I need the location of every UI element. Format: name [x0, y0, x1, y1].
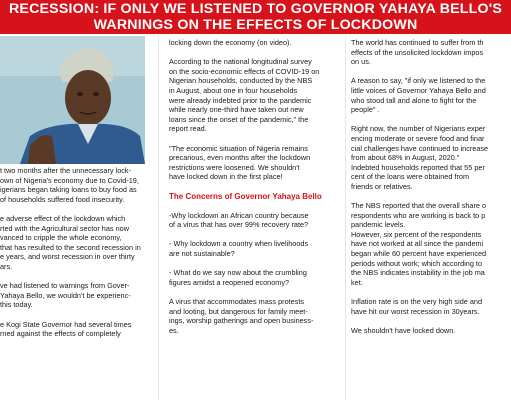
headline-banner	[0, 0, 511, 34]
col2-survey-paragraph	[169, 57, 341, 134]
text-line: friends or relatives.	[351, 181, 413, 191]
col3-paragraph-1	[351, 38, 511, 67]
text-line: - Why lockdown a country when livelihoods	[169, 239, 309, 249]
text-line: -Why lockdown an African country because	[169, 210, 309, 220]
text-line: the NBS indicates instability in the job ma	[351, 268, 485, 278]
column-divider-2	[345, 36, 346, 400]
text-line: ings, worship gatherings and open business-	[169, 316, 314, 326]
text-line: Inflation rate is on the very high side and	[351, 297, 483, 307]
col1-paragraph-3	[0, 281, 145, 310]
text-line: pandemic levels.	[351, 220, 406, 230]
col3-paragraph-4	[351, 201, 511, 287]
col2-question-2	[169, 239, 341, 258]
col2-intro	[169, 38, 341, 48]
text-line: However, six percent of the respondents	[351, 229, 482, 239]
headline-line-1: RECESSION: IF ONLY WE LISTENED TO GOVERNOR YAHAYA BELLO'S	[8, 1, 503, 17]
column-divider-1	[158, 36, 159, 400]
text-line: igerians began taking loans to buy food as	[0, 185, 137, 195]
text-line: rted with the Agricultural sector has now	[0, 223, 129, 233]
text-line: rned against the effects of completely	[0, 329, 121, 339]
text-line: es.	[169, 325, 179, 335]
text-line: report read.	[169, 124, 207, 134]
text-line: ket.	[351, 277, 363, 287]
text-line: t two months after the unnecessary lock-	[0, 166, 131, 175]
text-line: are not sustainable?	[169, 249, 235, 259]
text-line: and looting, but dangerous for family meet-	[169, 306, 308, 316]
text-line: respondents who are working is back to p	[351, 210, 486, 220]
text-line: ve had listened to warnings from Gover-	[0, 281, 130, 291]
text-line: e Kogi State Governor had several times	[0, 319, 132, 329]
text-line: We shouldn't have locked down.	[351, 325, 456, 335]
text-line: Yahaya Bello, we wouldn't be experienc-	[0, 290, 131, 300]
text-line: ars.	[0, 261, 13, 271]
col3-paragraph-6	[351, 326, 511, 336]
text-line: Right now, the number of Nigerians exper	[351, 124, 486, 134]
concerns-heading: The Concerns of Governor Yahaya Bello	[169, 191, 322, 201]
text-line: began while 60 percent have experienced	[351, 249, 487, 259]
text-line: cent of the loans were obtained from	[351, 172, 470, 182]
text-line: restrictions were loosened. We shouldn't	[169, 162, 300, 172]
text-line: Indebted households reported that 55 per	[351, 162, 485, 172]
text-line: on us.	[351, 57, 371, 67]
text-line: effects of the unsolicited lockdown impos	[351, 47, 484, 57]
col3-paragraph-2	[351, 76, 511, 114]
text-line: locking down the economy (on video).	[169, 38, 292, 47]
text-line: of households suffered food insecurity.	[0, 194, 125, 204]
text-line: own of Nigeria's economy due to Covid-19,	[0, 175, 139, 185]
col3-paragraph-5	[351, 297, 511, 316]
text-line: A reason to say, "if only we listened to the	[351, 76, 486, 86]
text-line: this today.	[0, 300, 33, 310]
col2-question-1	[169, 211, 341, 230]
text-line: e adverse effect of the lockdown which	[0, 213, 126, 223]
text-line: e years, and worst recession in over thirty	[0, 252, 135, 262]
text-line: have not worked at all since the pandemi	[351, 239, 484, 249]
text-line: encing moderate or severe food and finar	[351, 133, 485, 143]
text-line: little voices of Governor Yahaya Bello and	[351, 85, 486, 95]
article-column-2	[169, 38, 341, 345]
text-line: while nearly one-third have taken out new	[169, 105, 304, 115]
text-line: vanced to cripple the whole economy,	[0, 233, 122, 243]
text-line: have locked down in the first place!	[169, 172, 283, 182]
text-line: A virus that accommodates mass protests	[169, 297, 305, 307]
article-column-1	[0, 166, 145, 348]
text-line: that has resulted to the second recession in	[0, 242, 141, 252]
text-line: precarious, even months after the lockdown	[169, 153, 311, 163]
text-line: The world has continued to suffer from th	[351, 38, 484, 47]
col2-quote-paragraph	[169, 144, 341, 182]
col1-paragraph-2	[0, 214, 145, 272]
col1-paragraph-4	[0, 320, 145, 339]
text-line: on the socio-economic effects of COVID-19 on	[169, 66, 320, 76]
text-line: were already indebted prior to the pandemic	[169, 95, 312, 105]
text-line: "The economic situation of Nigeria remains	[169, 143, 308, 153]
text-line: figures amidst a reopened economy?	[169, 277, 290, 287]
article-column-3	[351, 38, 511, 345]
col3-paragraph-3	[351, 124, 511, 191]
text-line: Nigerian households, conducted by the NBS	[169, 76, 313, 86]
text-line: - What do we say now about the crumbling	[169, 268, 307, 278]
headline-line-2: WARNINGS ON THE EFFECTS OF LOCKDOWN	[93, 17, 418, 33]
text-line: of a virus that has over 99% recovery rate?	[169, 220, 309, 230]
text-line: periods without work; which according to	[351, 258, 483, 268]
text-line: have hit our worst recession in 30years.	[351, 306, 480, 316]
text-line: loans since the onset of the pandemic," the	[169, 114, 309, 124]
text-line: people" .	[351, 105, 380, 115]
text-line: The NBS reported that the overall share o	[351, 201, 487, 211]
governor-portrait-photo	[0, 36, 145, 164]
text-line: who stood tall and alone to fight for the	[351, 95, 477, 105]
col2-virus-paragraph	[169, 297, 341, 335]
text-line: According to the national longitudinal survey	[169, 57, 312, 67]
text-line: in August, about one in four households	[169, 85, 298, 95]
text-line: cial challenges have continued to increase	[351, 143, 489, 153]
col1-paragraph-1	[0, 166, 145, 204]
text-line: from about 68% in August, 2020."	[351, 153, 460, 163]
col2-question-3	[169, 268, 341, 287]
